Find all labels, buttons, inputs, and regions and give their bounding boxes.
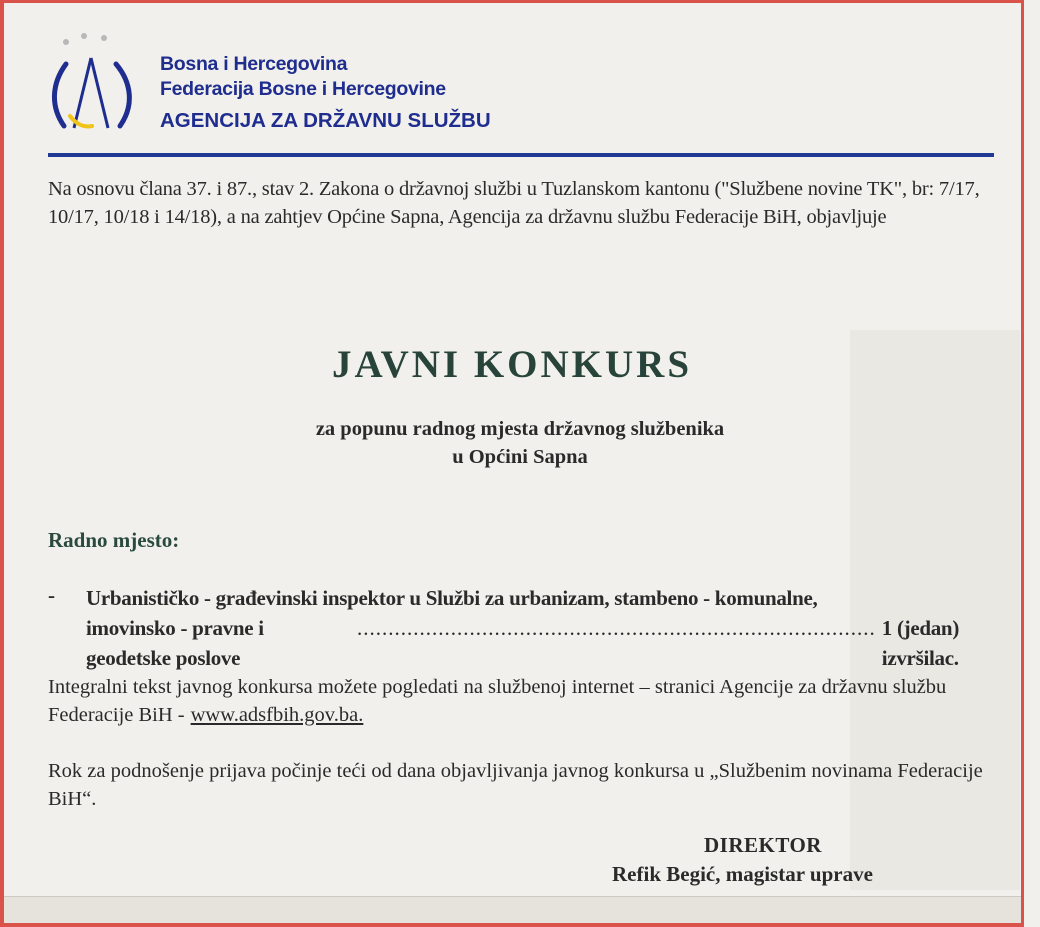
agency-logo-icon: [44, 28, 140, 138]
position-line-2: [86, 613, 1006, 673]
website-link[interactable]: www.adsfbih.gov.ba.: [190, 704, 364, 726]
position-line-1: Urbanističko - građevinski inspektor u Službi za urbanizam, stambeno - komunalne,: [86, 586, 818, 610]
subtitle-line-2: u Općini Sapna: [452, 446, 588, 468]
integral-text: Integralni tekst javnog konkursa možete pogledati na službenoj internet – stranici Agencije za državnu službu Federacije BiH -: [48, 676, 947, 726]
agency-header: [160, 52, 491, 133]
position-line-2-text: imovinsko - pravne i geodetske poslove: [86, 616, 264, 670]
integral-text-paragraph: [48, 673, 1008, 729]
page-border-bottom: [0, 923, 1024, 927]
subtitle-line-1: za popunu radnog mjesta državnog službenika: [315, 418, 725, 440]
page-border-top: [0, 0, 1024, 3]
signature-name: Refik Begić, magistar uprave: [612, 862, 873, 886]
header-divider: [48, 153, 994, 157]
position-bullet: -: [48, 583, 55, 607]
header-line-country: Bosna i Hercegovina: [160, 53, 348, 75]
header-line-agency: AGENCIJA ZA DRŽAVNU SLUŽBU: [160, 109, 491, 132]
position-description: [86, 583, 1006, 673]
header-line-federation: Federacija Bosne i Hercegovine: [160, 78, 446, 100]
signature-title: DIREKTOR: [704, 833, 822, 857]
deadline-paragraph: Rok za podnošenje prijava počinje teći od dana objavljivanja javnog konkursa u „Službenim novinama Federacije BiH“.: [48, 760, 983, 810]
bottom-strip: [4, 896, 1021, 923]
notice-title: JAVNI KONKURS: [331, 343, 693, 386]
position-dot-leader: ...................................................................................: [357, 616, 876, 640]
intro-paragraph: Na osnovu člana 37. i 87., stav 2. Zakona o državnoj službi u Tuzlanskom kantonu ("Službene novine TK", br: 7/17, 10/17, 10/18 i 14/18), a na zahtjev Općine Sapna, Agencija za državnu službu Federacije BiH, objavljuje: [48, 178, 980, 228]
position-count: 1 (jedan) izvršilac.: [881, 616, 960, 670]
notice-subtitle: [0, 415, 1040, 471]
position-section-label: Radno mjesto:: [48, 528, 180, 552]
